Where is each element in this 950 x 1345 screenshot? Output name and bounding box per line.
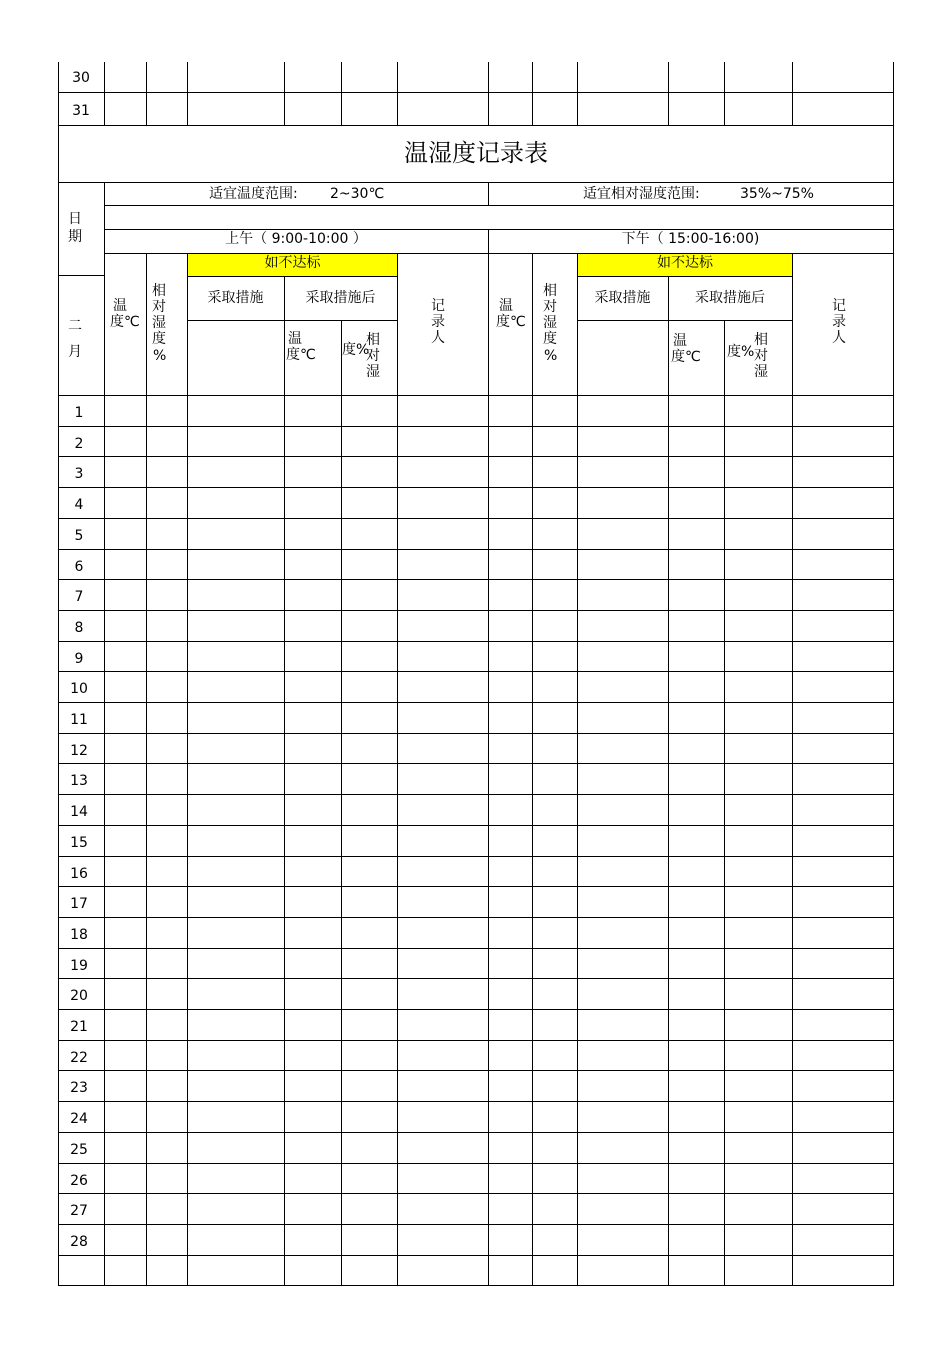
row-line (58, 579, 894, 580)
am-humidity-header: 相对湿度 (152, 283, 166, 347)
am-after-measures-header: 采取措施后 (305, 290, 376, 306)
humidity-range-label: 适宜相对湿度范围: (583, 186, 700, 202)
row-line (58, 825, 894, 826)
row-line (58, 1193, 894, 1194)
grid-line (893, 62, 894, 125)
row-line (58, 978, 894, 979)
pm-after-humidity-header: 相对湿 (754, 332, 768, 380)
am-after-humidity-unit: 度% (342, 342, 370, 358)
grid-line (187, 276, 398, 277)
grid-line (488, 62, 489, 125)
day-number: 6 (74, 559, 84, 575)
pm-after-measures-header: 采取措施后 (695, 290, 765, 306)
row-line (58, 886, 894, 887)
grid-line (724, 62, 725, 125)
grid-line (284, 276, 285, 1285)
page-title: 温湿度记录表 (404, 139, 548, 167)
day-number: 27 (70, 1203, 88, 1219)
row-line (58, 549, 894, 550)
row-line (58, 794, 894, 795)
row-line (58, 671, 894, 672)
grid-line (146, 62, 147, 125)
day-number: 14 (70, 804, 88, 820)
am-temperature-header: 温度℃ (110, 298, 140, 330)
am-humidity-unit: % (153, 348, 167, 364)
grid-line (668, 62, 669, 125)
day-number: 15 (70, 835, 88, 851)
morning-label: 上午（ 9:00-10:00 ） (225, 231, 367, 247)
grid-line (488, 182, 489, 205)
grid-line (724, 320, 725, 1285)
day-number: 9 (74, 651, 84, 667)
row-line (58, 1224, 894, 1225)
row-line (58, 917, 894, 918)
grid-line (341, 62, 342, 125)
row-line (58, 1070, 894, 1071)
day-number: 11 (70, 712, 88, 728)
day-number: 4 (74, 497, 84, 513)
grid-line (792, 62, 793, 125)
humidity-range-value: 35%~75% (740, 186, 814, 202)
pm-humidity-header: 相对湿度 (543, 283, 557, 347)
day-number: 8 (74, 620, 84, 636)
grid-line (577, 276, 793, 277)
temperature-range-label: 适宜温度范围: (209, 186, 298, 202)
grid-line (532, 253, 533, 1285)
grid-line (488, 229, 489, 1285)
day-number: 5 (74, 528, 84, 544)
grid-line (58, 395, 894, 396)
grid-line (577, 253, 578, 1285)
grid-line (341, 320, 342, 1285)
pm-after-humidity-unit: 度% (727, 344, 755, 360)
am-after-temperature-header: 温度℃ (286, 331, 316, 363)
grid-line (58, 92, 894, 93)
date-label: 日期 (68, 211, 82, 245)
am-measures-header: 采取措施 (207, 290, 264, 306)
day-number: 18 (70, 927, 88, 943)
am-after-humidity-header: 相对湿 (366, 332, 380, 380)
not-met-label-pm: 如不达标 (657, 255, 713, 271)
row-line (58, 763, 894, 764)
pm-measures-header: 采取措施 (594, 290, 651, 306)
grid-line (792, 253, 793, 1285)
day-number: 25 (70, 1142, 88, 1158)
grid-line (58, 275, 105, 276)
day-number: 20 (70, 988, 88, 1004)
row-line (58, 948, 894, 949)
row-number-30: 30 (72, 70, 90, 86)
grid-line (187, 62, 188, 125)
grid-line (187, 253, 188, 1285)
day-number: 19 (70, 958, 88, 974)
grid-line (104, 62, 105, 125)
grid-line (577, 62, 578, 125)
grid-line (397, 253, 398, 1285)
pm-after-temperature-header: 温度℃ (671, 333, 701, 365)
row-line (58, 1255, 894, 1256)
grid-line (58, 182, 894, 183)
grid-line (668, 276, 669, 1285)
pm-temperature-header: 温度℃ (496, 298, 526, 330)
month-label: 二月 (68, 318, 82, 360)
temperature-range-value: 2~30℃ (330, 186, 385, 202)
pm-recorder-header: 记录人 (832, 298, 846, 346)
day-number: 28 (70, 1234, 88, 1250)
row-line (58, 1132, 894, 1133)
row-line (58, 487, 894, 488)
row-line (58, 456, 894, 457)
day-number: 1 (74, 405, 84, 421)
row-line (58, 518, 894, 519)
row-number-31: 31 (72, 103, 90, 119)
row-line (58, 1101, 894, 1102)
row-line (58, 1163, 894, 1164)
day-number: 21 (70, 1019, 88, 1035)
day-number: 26 (70, 1173, 88, 1189)
row-line (58, 641, 894, 642)
row-line (58, 702, 894, 703)
row-line (58, 426, 894, 427)
day-number: 12 (70, 743, 88, 759)
day-number: 2 (74, 436, 84, 452)
grid-line (104, 205, 894, 206)
outer-right-border (893, 125, 894, 1285)
row-line (58, 1009, 894, 1010)
grid-line (532, 62, 533, 125)
day-number: 7 (74, 589, 84, 605)
row-line (58, 733, 894, 734)
grid-line (577, 320, 793, 321)
row-line (58, 610, 894, 611)
day-number: 23 (70, 1080, 88, 1096)
grid-line (397, 62, 398, 125)
grid-line (187, 320, 398, 321)
day-number: 10 (70, 681, 88, 697)
grid-line (58, 125, 894, 126)
grid-line (284, 62, 285, 125)
am-recorder-header: 记录人 (431, 298, 445, 346)
day-number: 24 (70, 1111, 88, 1127)
day-number: 13 (70, 773, 88, 789)
row-line (58, 1285, 894, 1286)
day-number: 3 (74, 466, 84, 482)
grid-line (104, 229, 894, 230)
pm-humidity-unit: % (544, 348, 558, 364)
day-number: 17 (70, 896, 88, 912)
afternoon-label: 下午（ 15:00-16:00) (621, 231, 760, 247)
not-met-label-am: 如不达标 (264, 255, 321, 271)
day-number: 22 (70, 1050, 88, 1066)
grid-line (146, 253, 147, 1285)
row-line (58, 856, 894, 857)
day-number: 16 (70, 866, 88, 882)
row-line (58, 1040, 894, 1041)
